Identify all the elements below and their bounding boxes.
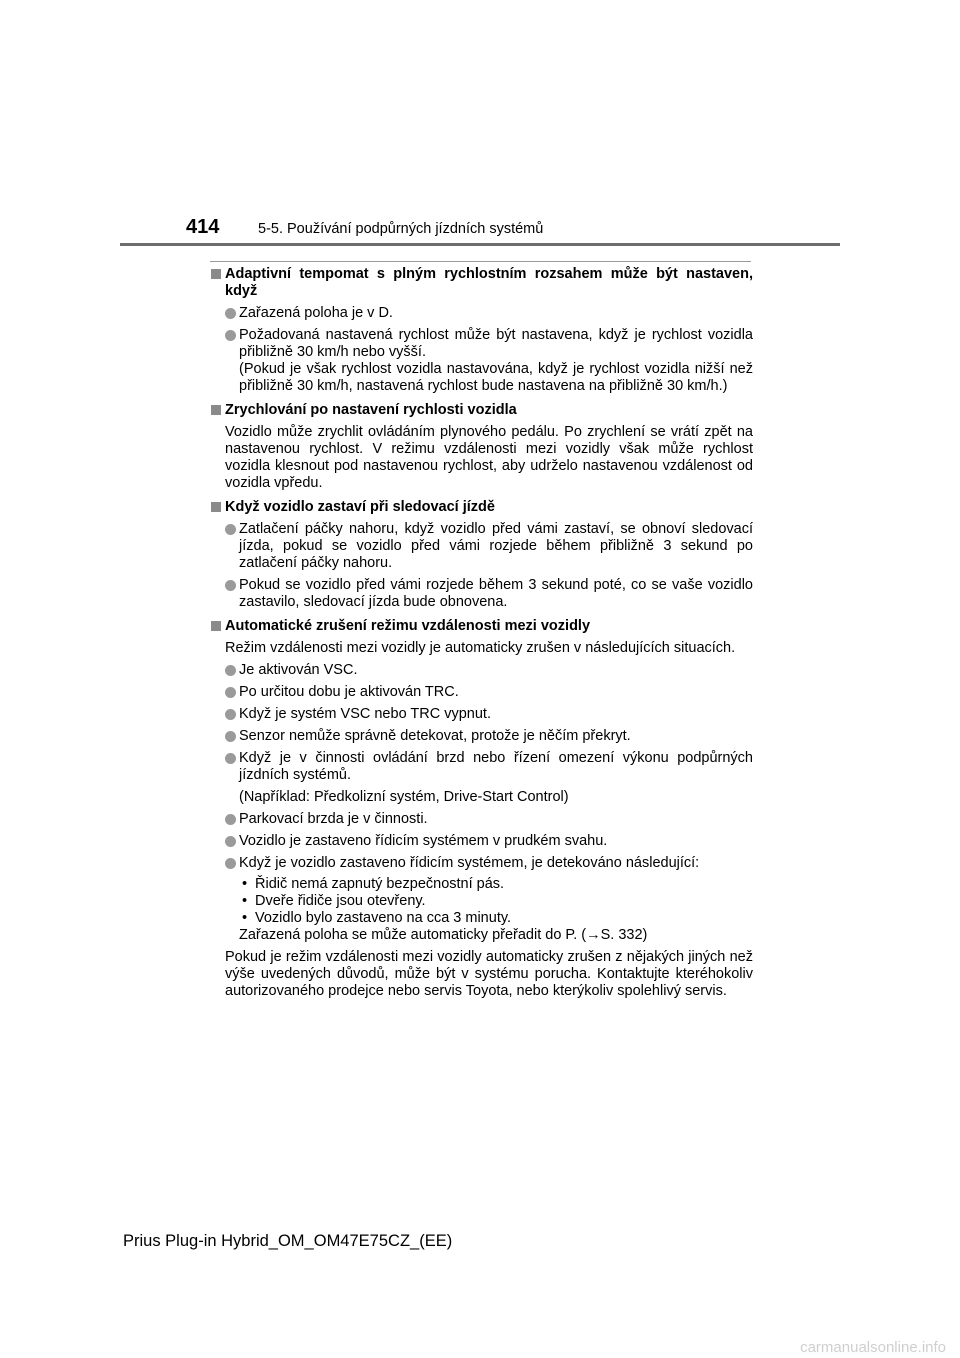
list-item: Parkovací brzda je v činnosti.: [210, 811, 753, 828]
sub-bullet-icon: •: [242, 893, 248, 909]
list-item: Zatlačení páčky nahoru, když vozidlo před vámi zastaví, se obnoví sledovací jízda, pokud se vozidlo před vámi rozjede během přibližně 3 sekund po zatlačení páčky nahoru.: [210, 521, 753, 572]
bullet-dot-icon: [225, 836, 236, 847]
sub-bullet-icon: •: [242, 876, 248, 892]
watermark: carmanualsonline.info: [800, 1339, 946, 1356]
sub-bullet-icon: •: [242, 910, 248, 926]
section-heading: Adaptivní tempomat s plným rychlostním rozsahem může být nastaven, když: [210, 266, 753, 300]
document-id: Prius Plug-in Hybrid_OM_OM47E75CZ_(EE): [123, 1232, 453, 1250]
section-intro: Režim vzdálenosti mezi vozidly je automaticky zrušen v následujících situacích.: [225, 640, 736, 656]
section-paragraph: Vozidlo může zrychlit ovládáním plynového pedálu. Po zrychlení se vrátí zpět na nastavenou rychlost. V režimu vzdálenosti mezi vozidly však může rychlost vozidla klesnout pod nastavenou rychlost, aby udrželo nastavenou vzdálenost od vozidla vpředu.: [225, 424, 753, 491]
header-divider: [120, 243, 840, 246]
heading-square-icon: [211, 405, 221, 415]
content-divider: [210, 261, 751, 262]
bullet-dot-icon: [225, 731, 236, 742]
shift-note: Zařazená poloha se může automaticky přeřadit do P. (→S. 332): [239, 927, 648, 943]
list-item: Vozidlo je zastaveno řídicím systémem v prudkém svahu.: [210, 833, 753, 850]
section-heading: Automatické zrušení režimu vzdálenosti mezi vozidly: [210, 618, 753, 635]
sub-list-item: • Vozidlo bylo zastaveno na cca 3 minuty.: [242, 910, 512, 926]
bullet-dot-icon: [225, 665, 236, 676]
sub-list-item: • Dveře řidiče jsou otevřeny.: [242, 893, 426, 909]
heading-square-icon: [211, 621, 221, 631]
example-note: (Například: Předkolizní systém, Drive-Start Control): [239, 789, 569, 805]
list-item: Když je vozidlo zastaveno řídicím systémem, je detekováno následující:: [210, 855, 753, 872]
sub-list-item: • Řidič nemá zapnutý bezpečnostní pás.: [242, 876, 505, 892]
list-item: Požadovaná nastavená rychlost může být nastavena, když je rychlost vozidla přibližně 30 km/h nebo vyšší. (Pokud je však rychlost vozidla nastavována, když je rychlost vozidla nižší než přibližně 30 km/h, nastavená rychlost bude nastavena na přibližně 30 km/h.): [210, 327, 753, 395]
list-item: Zařazená poloha je v D.: [210, 305, 753, 322]
page-number: 414: [186, 216, 220, 238]
list-item: Je aktivován VSC.: [210, 662, 753, 679]
bullet-dot-icon: [225, 687, 236, 698]
bullet-dot-icon: [225, 330, 236, 341]
bullet-dot-icon: [225, 814, 236, 825]
list-item: Když je systém VSC nebo TRC vypnut.: [210, 706, 753, 723]
list-item: Pokud se vozidlo před vámi rozjede během 3 sekund poté, co se vaše vozidlo zastavilo, sledovací jízda bude obnovena.: [210, 577, 753, 611]
bullet-dot-icon: [225, 858, 236, 869]
bullet-dot-icon: [225, 580, 236, 591]
list-item: Po určitou dobu je aktivován TRC.: [210, 684, 753, 701]
closing-paragraph: Pokud je režim vzdálenosti mezi vozidly automaticky zrušen z nějakých jiných než výše uvedených důvodů, může být v systému porucha. Kontaktujte kteréhokoliv autorizovaného prodejce nebo servis Toyota, nebo kterýkoliv spolehlivý servis.: [225, 949, 753, 999]
list-item: Když je v činnosti ovládání brzd nebo řízení omezení výkonu podpůrných jízdních systémů.: [210, 750, 753, 784]
sub-list: [210, 876, 753, 944]
section-title: 5-5. Používání podpůrných jízdních systémů: [258, 221, 544, 237]
section-heading: Zrychlování po nastavení rychlosti vozidla: [210, 402, 753, 419]
bullet-dot-icon: [225, 524, 236, 535]
bullet-dot-icon: [225, 753, 236, 764]
bullet-dot-icon: [225, 709, 236, 720]
list-item: Senzor nemůže správně detekovat, protože je něčím překryt.: [210, 728, 753, 745]
section-heading: Když vozidlo zastaví při sledovací jízdě: [210, 499, 753, 516]
bullet-dot-icon: [225, 308, 236, 319]
heading-square-icon: [211, 269, 221, 279]
heading-square-icon: [211, 502, 221, 512]
content-body: [210, 266, 753, 1000]
